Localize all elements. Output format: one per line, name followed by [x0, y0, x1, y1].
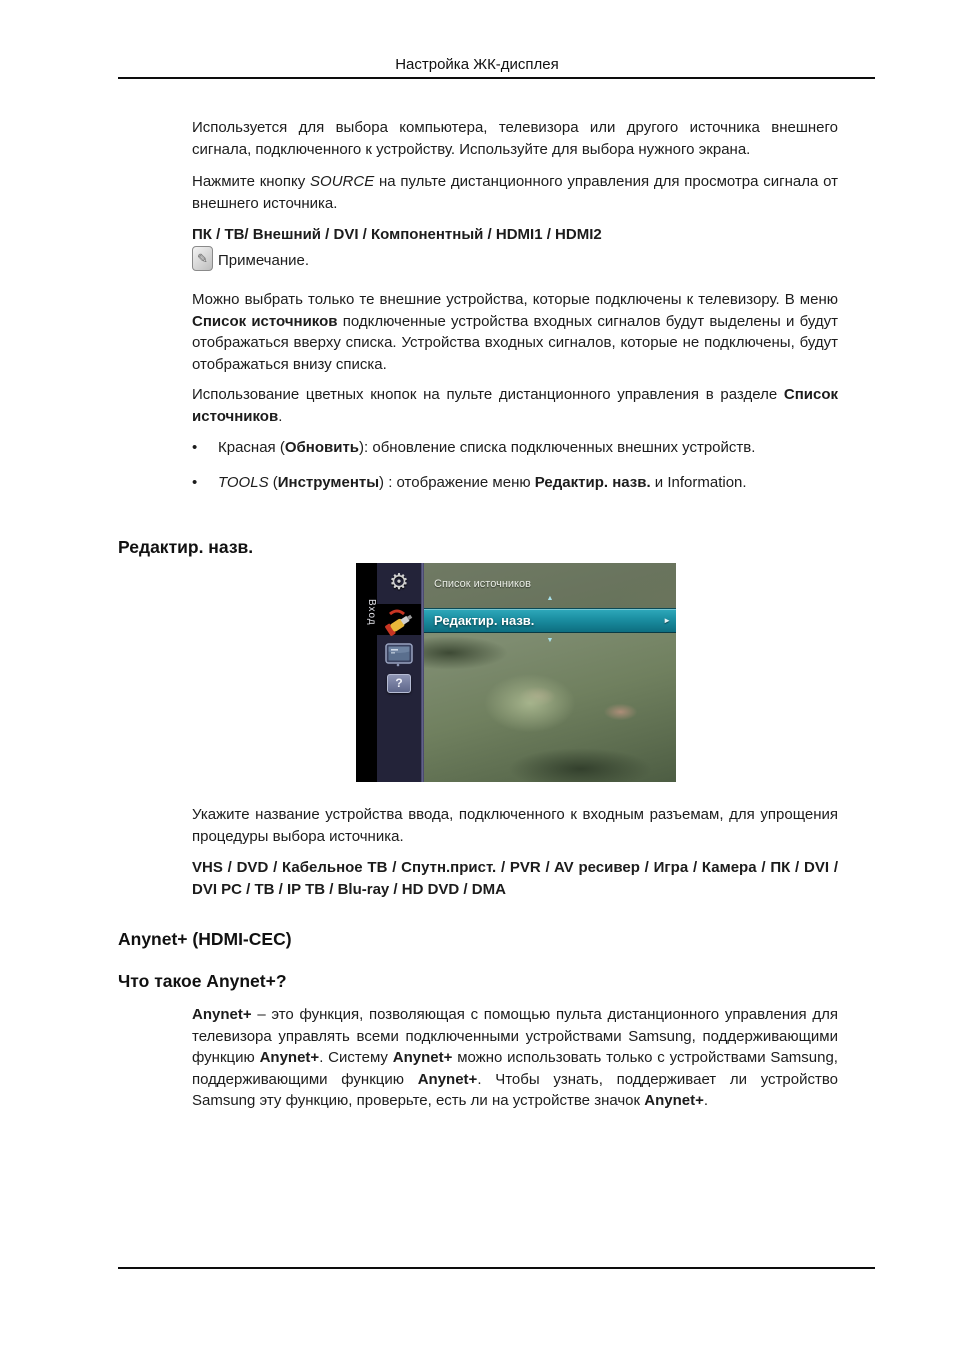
paragraph-connected-devices: Можно выбрать только те внешние устройства, которые подключены к телевизору. В меню Список источников подключенные устройства входных сигналов будут выделены и будут отображаться вверху списка. Устройства входных сигналов, которые не подключены, будут отображаться внизу списка.: [192, 291, 838, 373]
paragraph-source-button: Нажмите кнопку SOURCE на пульте дистанционного управления для просмотра сигнала от внешнего источника.: [192, 173, 838, 212]
menu-item-source-list: Список источников: [424, 563, 676, 608]
footer-rule: [118, 1267, 875, 1269]
help-icon-slot: [377, 674, 421, 693]
bullet-item-red-refresh: • Красная (Обновить): обновление списка подключенных внешних устройств.: [192, 437, 838, 459]
tv-left-strip: [356, 563, 377, 782]
paragraph-color-buttons: Использование цветных кнопок на пульте дистанционного управления в разделе Список источников.: [192, 386, 838, 425]
section-heading-anynet: Anynet+ (HDMI-CEC): [118, 929, 292, 949]
paragraph-source-intro: Используется для выбора компьютера, телевизора или другого источника внешнего сигнала, подключенного к устройству. Используйте для выбора нужного экрана.: [192, 119, 838, 158]
av-input-icon: [377, 608, 421, 636]
bullet-item-tools: • TOOLS (Инструменты) : отображение меню Редактир. назв. и Information.: [192, 472, 838, 494]
device-names-line: VHS / DVD / Кабельное ТВ / Спутн.прист. / PVR / AV ресивер / Игра / Камера / ПК / DVI / DVI PC / ТВ / IP ТВ / Blu-ray / HD DVD / DMA: [192, 859, 838, 898]
note-row: [192, 246, 309, 271]
menu-right-arrow-icon: ►: [663, 616, 671, 625]
note-label: Примечание.: [218, 252, 309, 269]
menu-down-arrow-icon: ▼: [546, 637, 554, 644]
tv-input-label: Вход: [366, 599, 377, 626]
source-options-line: ПК / ТВ/ Внешний / DVI / Компонентный / HDMI1 / HDMI2: [192, 226, 602, 243]
section-heading-what-is-anynet: Что такое Anynet+?: [118, 971, 287, 991]
tv-menu-area: [424, 563, 676, 782]
bullet-marker: •: [192, 474, 198, 491]
tv-menu-screenshot: [356, 563, 676, 782]
paragraph-edit-name: Укажите название устройства ввода, подключенного к входным разъемам, для упрощения процедуры выбора источника.: [192, 806, 838, 845]
header-rule: [118, 77, 875, 79]
help-icon: ?: [387, 674, 411, 693]
note-icon: ✎: [192, 246, 213, 271]
page-title: Настройка ЖК-дисплея: [395, 56, 559, 73]
menu-item-edit-name: Редактир. назв. ►: [424, 608, 676, 633]
menu-up-arrow-icon: ▲: [546, 595, 554, 602]
gear-icon: ⚙: [389, 569, 409, 594]
tv-sidebar: [377, 563, 421, 782]
bullet-marker: •: [192, 439, 198, 456]
paragraph-anynet-description: Anynet+ – это функция, позволяющая с помощью пульта дистанционного управления для телевизора управлять всеми подключенными устройствами Samsung, поддерживающими функцию Anynet+. Систему Anynet+ можно использовать только с устройствами Samsung, поддерживающими функцию Anynet+. Чтобы узнать, поддерживает ли устройство Samsung эту функцию, проверьте, есть ли на устройстве значок Anynet+.: [192, 1006, 839, 1109]
section-heading-edit-name: Редактир. назв.: [118, 537, 254, 557]
screen-adjust-icon: [377, 643, 421, 667]
